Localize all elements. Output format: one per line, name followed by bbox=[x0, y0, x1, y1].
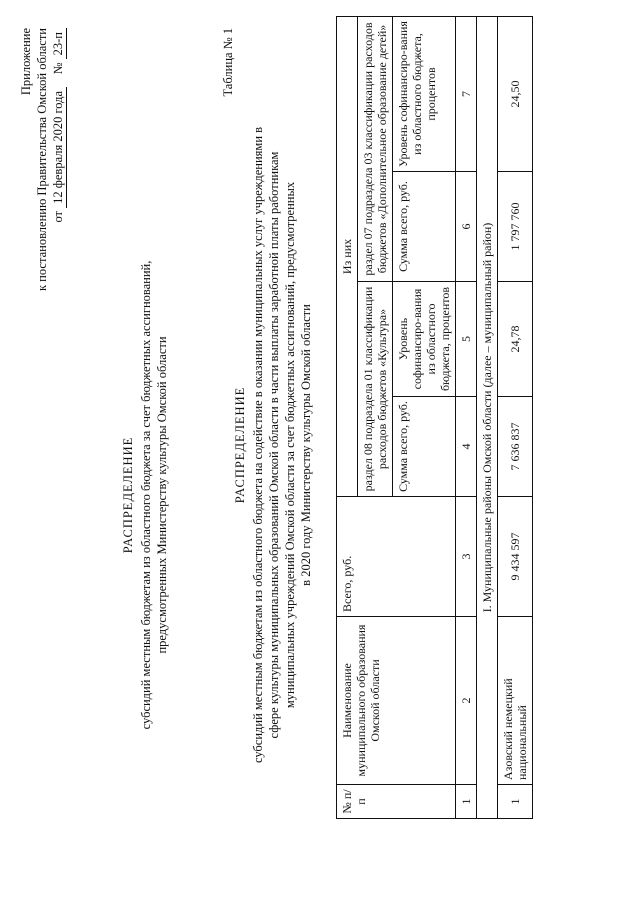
title1-line1: субсидий местным бюджетам из областного бюджета за счет бюджетных ассигнований, bbox=[139, 260, 153, 730]
row-total: 9 434 597 bbox=[498, 497, 533, 617]
title1-line2: предусмотренных Министерству культуры Омской области bbox=[155, 336, 169, 654]
appendix-date-line bbox=[50, 28, 67, 448]
row-level-2: 24,50 bbox=[498, 17, 533, 172]
title2-line2: сфере культуры муниципальных образований Омской области в части выплаты заработной платы работникам bbox=[267, 151, 281, 739]
title-block-1 bbox=[120, 235, 170, 755]
row-level-1: 24,78 bbox=[498, 282, 533, 397]
header-sum-2: Сумма всего, руб. bbox=[393, 172, 456, 282]
section-row bbox=[477, 17, 498, 819]
distribution-table bbox=[336, 16, 533, 819]
number-prefix: № bbox=[51, 62, 65, 75]
table-row bbox=[498, 17, 533, 819]
header-level-2: Уровень софинансиро-вания из областного бюджета, процентов bbox=[393, 17, 456, 172]
col-number: 1 bbox=[456, 785, 477, 819]
header-num: № п/п bbox=[337, 785, 456, 819]
title2-line1: субсидий местным бюджетам из областного бюджета на содействие в оказании муниципальных услуг учреждениями в bbox=[251, 126, 265, 764]
title2-line3: муниципальных учреждений Омской области за счет бюджетных ассигнований, предусмотренных bbox=[283, 181, 297, 709]
header-total: Всего, руб. bbox=[337, 497, 456, 617]
row-name: Азовский немецкий национальный bbox=[498, 617, 533, 785]
appendix-block bbox=[18, 28, 67, 448]
col-number: 7 bbox=[456, 17, 477, 172]
appendix-decree: к постановлению Правительства Омской области bbox=[35, 28, 49, 292]
header-level-1: Уровень софинансиро-вания из областного бюджета, процентов bbox=[393, 282, 456, 397]
header-of-them: Из них bbox=[337, 17, 358, 497]
appendix-title: Приложение bbox=[19, 28, 33, 96]
row-sum-1: 7 636 837 bbox=[498, 397, 533, 497]
column-number-row bbox=[456, 17, 477, 819]
header-row-1 bbox=[337, 17, 358, 819]
section-title: I. Муниципальные районы Омской области (далее – муниципальный район) bbox=[477, 17, 498, 819]
header-section-education: раздел 07 подраздела 03 классификации расходов бюджетов «Дополнительное образование детей» bbox=[358, 17, 393, 282]
decree-number: 23-п bbox=[50, 28, 67, 59]
decree-date: 12 февраля 2020 года bbox=[50, 87, 67, 208]
row-num: 1 bbox=[498, 785, 533, 819]
row-sum-2: 1 797 760 bbox=[498, 172, 533, 282]
title-block-2 bbox=[232, 95, 314, 795]
header-name: Наименование муниципального образования Омской области bbox=[337, 617, 456, 785]
header-sum-1: Сумма всего, руб. bbox=[393, 397, 456, 497]
date-prefix: от bbox=[51, 210, 65, 223]
title2-line4: в 2020 году Министерству культуры Омской области bbox=[299, 304, 313, 586]
header-section-culture: раздел 08 подраздела 01 классификации расходов бюджетов «Культура» bbox=[358, 282, 393, 497]
col-number: 5 bbox=[456, 282, 477, 397]
table-number: Таблица № 1 bbox=[221, 28, 235, 97]
title2-heading: РАСПРЕДЕЛЕНИЕ bbox=[233, 386, 247, 504]
col-number: 3 bbox=[456, 497, 477, 617]
col-number: 4 bbox=[456, 397, 477, 497]
col-number: 6 bbox=[456, 172, 477, 282]
title1-heading: РАСПРЕДЕЛЕНИЕ bbox=[121, 436, 135, 554]
col-number: 2 bbox=[456, 617, 477, 785]
